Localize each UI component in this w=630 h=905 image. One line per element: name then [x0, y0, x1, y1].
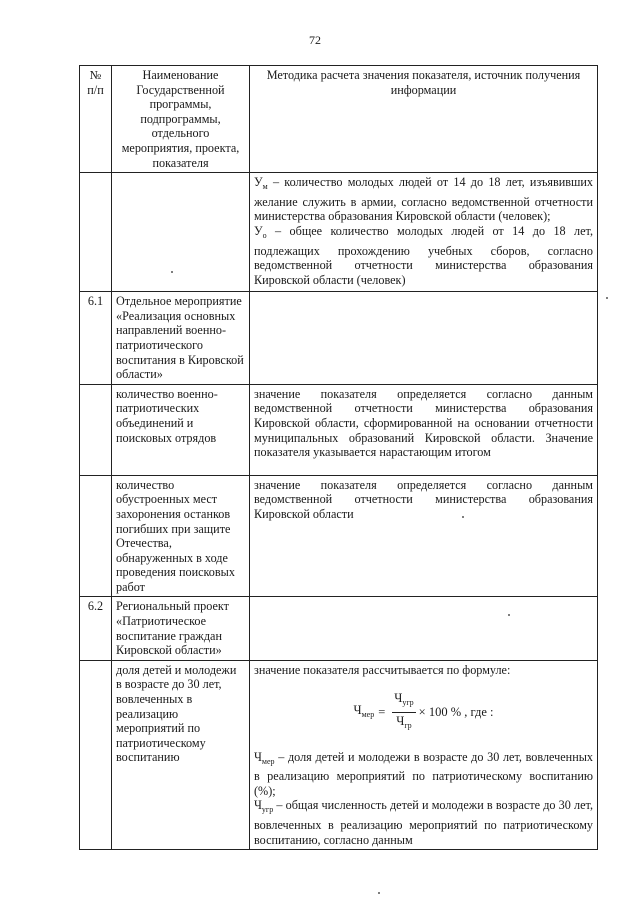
section-number: 6.2 — [80, 597, 112, 660]
formula-numerator: $Ч_{угр}$ — [392, 691, 415, 713]
page-number: 72 — [309, 33, 321, 47]
table-row — [80, 384, 598, 475]
formula-equals: = — [378, 705, 386, 720]
table-header-row — [80, 66, 598, 173]
formula-intro: значение показателя рассчитывается по формуле: — [254, 662, 511, 677]
empty-cell — [112, 173, 250, 292]
scan-speck — [171, 271, 173, 273]
formula-lhs: $Ч_{мер}$ — [353, 702, 375, 719]
indicator-name: количество обустроенных мест захоронения останков погибших при защите Отечества, обнаруженных в ходе проведения поисковых работ — [112, 475, 250, 597]
indicator-method — [250, 660, 598, 849]
continuation-definitions — [250, 173, 598, 292]
scan-speck — [378, 892, 380, 894]
formula-rest: × 100 % , где : — [418, 705, 494, 720]
definition-um: $У_м$ – количество молодых людей от 14 до 18 лет, изъявивших желание служить в армии, согласно ведомственной отчетности министерства образования Кировской области (человек); — [254, 175, 594, 224]
scan-speck — [508, 614, 510, 616]
empty-cell — [80, 384, 112, 475]
formula-denominator: $Ч_{гр}$ — [396, 714, 412, 731]
table-row — [80, 292, 598, 385]
empty-cell — [80, 173, 112, 292]
scan-speck — [462, 516, 464, 518]
table-row — [80, 475, 598, 597]
formula — [254, 691, 593, 733]
empty-cell — [80, 660, 112, 849]
definition-chugr: $Ч_{угр}$ – общая численность детей и молодежи в возрасте до 30 лет, вовлеченных в реализацию мероприятий по патриотическому воспитанию, согласно данным — [254, 798, 593, 847]
indicator-name: доля детей и молодежи в возрасте до 30 лет, вовлеченных в реализацию мероприятий по патриотическому воспитанию — [112, 660, 250, 849]
table-row — [80, 173, 598, 292]
indicator-method: значение показателя определяется согласно данным ведомственной отчетности министерства образования Кировской области, сформированной на основании отчетности муниципальных образований Кировской области. Значение показателя указывается нарастающим итогом — [250, 384, 598, 475]
scan-speck — [606, 297, 608, 299]
empty-cell — [80, 475, 112, 597]
table-row — [80, 597, 598, 660]
indicator-method: значение показателя определяется согласно данным ведомственной отчетности министерства образования Кировской области — [250, 475, 598, 597]
formula-fraction — [392, 691, 415, 733]
empty-cell — [250, 292, 598, 385]
definition-chmer: $Ч_{мер}$ – доля детей и молодежи в возрасте до 30 лет, вовлеченных в реализацию мероприятий по патриотическому воспитанию (%); — [254, 749, 593, 798]
section-number: 6.1 — [80, 292, 112, 385]
definition-uo: $У_о$ – общее количество молодых людей от 14 до 18 лет, подлежащих прохождению учебных сборов, согласно ведомственной отчетности министерства образования Кировской области (человек) — [254, 223, 593, 287]
header-name: Наименование Государственной программы, подпрограммы, отдельного мероприятия, проекта, показателя — [112, 66, 250, 173]
section-name: Региональный проект «Патриотическое воспитание граждан Кировской области» — [112, 597, 250, 660]
indicator-name: количество военно-патриотических объединений и поисковых отрядов — [112, 384, 250, 475]
header-method: Методика расчета значения показателя, источник получения информации — [250, 66, 598, 173]
section-name: Отдельное мероприятие «Реализация основных направлений военно-патриотического воспитания в Кировской области» — [112, 292, 250, 385]
empty-cell — [250, 597, 598, 660]
table-row — [80, 660, 598, 849]
indicator-table — [79, 65, 598, 850]
header-number: № п/п — [80, 66, 112, 173]
